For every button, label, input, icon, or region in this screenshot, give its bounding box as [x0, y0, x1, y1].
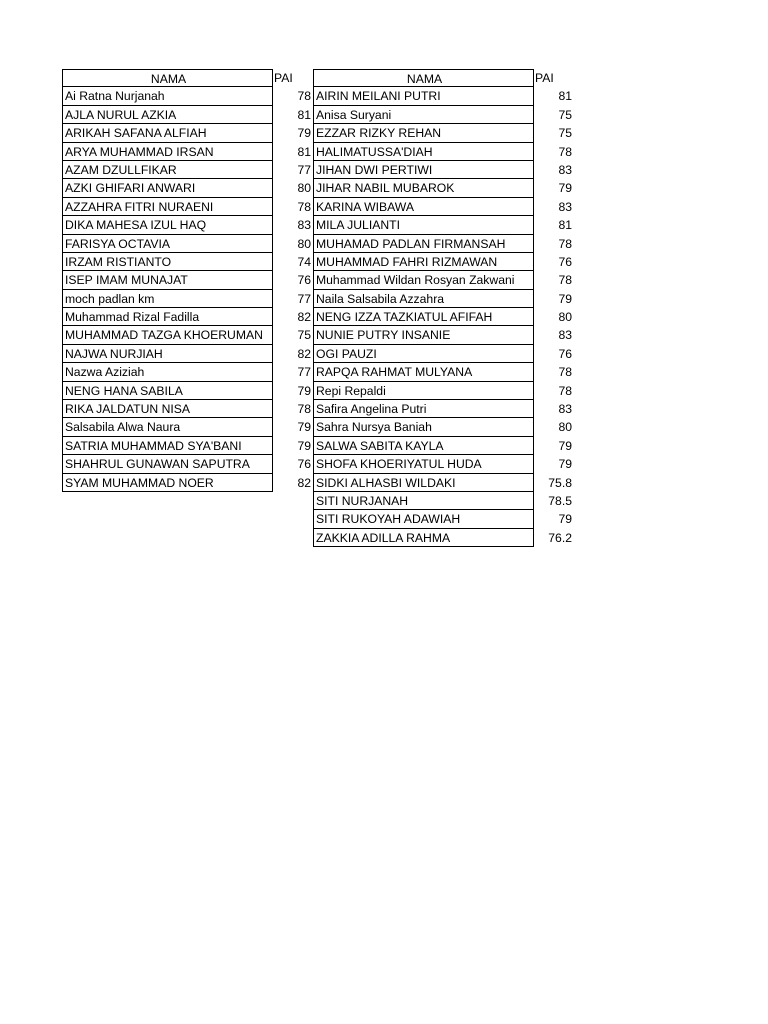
- student-name-cell: moch padlan km: [62, 290, 273, 308]
- student-name-cell: DIKA MAHESA IZUL HAQ: [62, 216, 273, 234]
- pai-score-cell: 79: [558, 457, 572, 472]
- table-row: [313, 418, 573, 436]
- student-name-cell: SATRIA MUHAMMAD SYA'BANI: [62, 437, 273, 455]
- table-row: [62, 437, 312, 455]
- student-name-cell: NUNIE PUTRY INSANIE: [313, 326, 534, 344]
- table-row: [313, 290, 573, 308]
- student-name-cell: Nazwa Aziziah: [62, 363, 273, 381]
- table-row: [313, 492, 573, 510]
- student-name-cell: Muhammad Rizal Fadilla: [62, 308, 273, 326]
- pai-score-cell: 76: [558, 346, 572, 361]
- pai-score-cell: 79: [297, 383, 311, 398]
- student-name-cell: NAJWA NURJIAH: [62, 345, 273, 363]
- pai-score-cell: 78: [558, 383, 572, 398]
- table-row: [313, 271, 573, 289]
- student-name-cell: SITI RUKOYAH ADAWIAH: [313, 510, 534, 528]
- name-column-header: NAMA: [62, 69, 273, 87]
- table-row: [62, 363, 312, 381]
- student-name-cell: SITI NURJANAH: [313, 492, 534, 510]
- right-score-table: [313, 69, 573, 547]
- student-name-cell: AZAM DZULLFIKAR: [62, 161, 273, 179]
- table-row: [62, 382, 312, 400]
- table-row: [62, 106, 312, 124]
- student-name-cell: AJLA NURUL AZKIA: [62, 106, 273, 124]
- pai-score-cell: 78: [558, 365, 572, 380]
- table-row: [313, 363, 573, 381]
- pai-score-cell: 79: [558, 181, 572, 196]
- table-row: [62, 235, 312, 253]
- table-row: [62, 253, 312, 271]
- pai-score-cell: 78: [297, 199, 311, 214]
- table-row: [313, 510, 573, 528]
- student-name-cell: IRZAM RISTIANTO: [62, 253, 273, 271]
- table-row: [313, 179, 573, 197]
- student-name-cell: MUHAMMAD FAHRI RIZMAWAN: [313, 253, 534, 271]
- table-row: [313, 253, 573, 271]
- pai-score-cell: 79: [297, 438, 311, 453]
- table-row: [62, 271, 312, 289]
- student-name-cell: SHOFA KHOERIYATUL HUDA: [313, 455, 534, 473]
- pai-score-cell: 76: [297, 273, 311, 288]
- pai-score-cell: 83: [558, 328, 572, 343]
- pai-score-cell: 78: [558, 144, 572, 159]
- pai-score-cell: 74: [297, 254, 311, 269]
- student-name-cell: Sahra Nursya Baniah: [313, 418, 534, 436]
- pai-score-cell: 82: [297, 310, 311, 325]
- pai-score-cell: 79: [297, 126, 311, 141]
- table-row: [62, 290, 312, 308]
- pai-score-cell: 83: [558, 199, 572, 214]
- student-name-cell: SYAM MUHAMMAD NOER: [62, 474, 273, 492]
- pai-score-cell: 83: [297, 218, 311, 233]
- student-name-cell: EZZAR RIZKY REHAN: [313, 124, 534, 142]
- student-name-cell: JIHAN DWI PERTIWI: [313, 161, 534, 179]
- table-row: [62, 143, 312, 161]
- student-name-cell: KARINA WIBAWA: [313, 198, 534, 216]
- table-row: [313, 161, 573, 179]
- pai-score-cell: 80: [297, 236, 311, 251]
- pai-score-cell: 80: [558, 310, 572, 325]
- table-row: [62, 216, 312, 234]
- table-row: [313, 474, 573, 492]
- student-name-cell: Repi Repaldi: [313, 382, 534, 400]
- table-row: [62, 455, 312, 473]
- table-row: [62, 87, 312, 105]
- student-name-cell: Salsabila Alwa Naura: [62, 418, 273, 436]
- pai-score-cell: 80: [558, 420, 572, 435]
- pai-score-cell: 75: [558, 126, 572, 141]
- pai-score-cell: 81: [558, 218, 572, 233]
- table-row: [62, 161, 312, 179]
- student-name-cell: Ai Ratna Nurjanah: [62, 87, 273, 105]
- student-name-cell: Anisa Suryani: [313, 106, 534, 124]
- pai-score-cell: 82: [297, 346, 311, 361]
- table-row: [62, 400, 312, 418]
- pai-score-cell: 75: [297, 328, 311, 343]
- table-row: [62, 418, 312, 436]
- table-row: [62, 198, 312, 216]
- table-row: [313, 455, 573, 473]
- table-row: [313, 124, 573, 142]
- student-name-cell: RAPQA RAHMAT MULYANA: [313, 363, 534, 381]
- student-name-cell: Muhammad Wildan Rosyan Zakwani: [313, 271, 534, 289]
- pai-score-cell: 78: [558, 273, 572, 288]
- score-column-header: PAI: [274, 71, 293, 85]
- table-row: [313, 143, 573, 161]
- pai-score-cell: 75.8: [548, 475, 572, 490]
- pai-score-cell: 81: [297, 107, 311, 122]
- student-name-cell: ARIKAH SAFANA ALFIAH: [62, 124, 273, 142]
- student-name-cell: ARYA MUHAMMAD IRSAN: [62, 143, 273, 161]
- table-row: [313, 345, 573, 363]
- pai-score-cell: 81: [297, 144, 311, 159]
- student-name-cell: AIRIN MEILANI PUTRI: [313, 87, 534, 105]
- student-name-cell: NENG IZZA TAZKIATUL AFIFAH: [313, 308, 534, 326]
- student-name-cell: SALWA SABITA KAYLA: [313, 437, 534, 455]
- student-name-cell: OGI PAUZI: [313, 345, 534, 363]
- table-row: [62, 308, 312, 326]
- student-name-cell: MUHAMMAD TAZGA KHOERUMAN: [62, 326, 273, 344]
- table-row: [313, 308, 573, 326]
- pai-score-cell: 76: [297, 457, 311, 472]
- pai-score-cell: 76.2: [548, 530, 572, 545]
- pai-score-cell: 78: [297, 89, 311, 104]
- left-score-table: [62, 69, 312, 492]
- score-column-header: PAI: [535, 71, 554, 85]
- pai-score-cell: 83: [558, 402, 572, 417]
- student-name-cell: ISEP IMAM MUNAJAT: [62, 271, 273, 289]
- pai-score-cell: 78: [558, 236, 572, 251]
- pai-score-cell: 75: [558, 107, 572, 122]
- pai-score-cell: 79: [297, 420, 311, 435]
- pai-score-cell: 81: [558, 89, 572, 104]
- table-row: [313, 400, 573, 418]
- student-name-cell: FARISYA OCTAVIA: [62, 235, 273, 253]
- student-name-cell: SIDKI ALHASBI WILDAKI: [313, 474, 534, 492]
- pai-score-cell: 80: [297, 181, 311, 196]
- pai-score-cell: 76: [558, 254, 572, 269]
- pai-score-cell: 77: [297, 162, 311, 177]
- student-name-cell: AZKI GHIFARI ANWARI: [62, 179, 273, 197]
- table-row: [313, 235, 573, 253]
- table-row: [62, 179, 312, 197]
- pai-score-cell: 82: [297, 475, 311, 490]
- pai-score-cell: 83: [558, 162, 572, 177]
- student-name-cell: SHAHRUL GUNAWAN SAPUTRA: [62, 455, 273, 473]
- table-row: [313, 326, 573, 344]
- table-row: [313, 216, 573, 234]
- table-row: [313, 529, 573, 547]
- table-row: [313, 106, 573, 124]
- pai-score-cell: 77: [297, 365, 311, 380]
- table-header-row: [62, 69, 312, 87]
- pai-score-cell: 79: [558, 438, 572, 453]
- student-name-cell: RIKA JALDATUN NISA: [62, 400, 273, 418]
- table-row: [313, 437, 573, 455]
- table-header-row: [313, 69, 573, 87]
- pai-score-cell: 79: [558, 512, 572, 527]
- student-name-cell: Naila Salsabila Azzahra: [313, 290, 534, 308]
- student-name-cell: AZZAHRA FITRI NURAENI: [62, 198, 273, 216]
- pai-score-cell: 77: [297, 291, 311, 306]
- table-row: [62, 345, 312, 363]
- pai-score-cell: 78.5: [548, 493, 572, 508]
- pai-score-cell: 78: [297, 402, 311, 417]
- table-row: [62, 326, 312, 344]
- student-name-cell: NENG HANA SABILA: [62, 382, 273, 400]
- table-row: [62, 474, 312, 492]
- table-row: [313, 382, 573, 400]
- student-name-cell: JIHAR NABIL MUBAROK: [313, 179, 534, 197]
- table-row: [313, 198, 573, 216]
- student-name-cell: MUHAMAD PADLAN FIRMANSAH: [313, 235, 534, 253]
- student-name-cell: ZAKKIA ADILLA RAHMA: [313, 529, 534, 547]
- table-row: [62, 124, 312, 142]
- student-name-cell: Safira Angelina Putri: [313, 400, 534, 418]
- name-column-header: NAMA: [313, 69, 534, 87]
- pai-score-cell: 79: [558, 291, 572, 306]
- student-name-cell: MILA JULIANTI: [313, 216, 534, 234]
- table-row: [313, 87, 573, 105]
- student-name-cell: HALIMATUSSA'DIAH: [313, 143, 534, 161]
